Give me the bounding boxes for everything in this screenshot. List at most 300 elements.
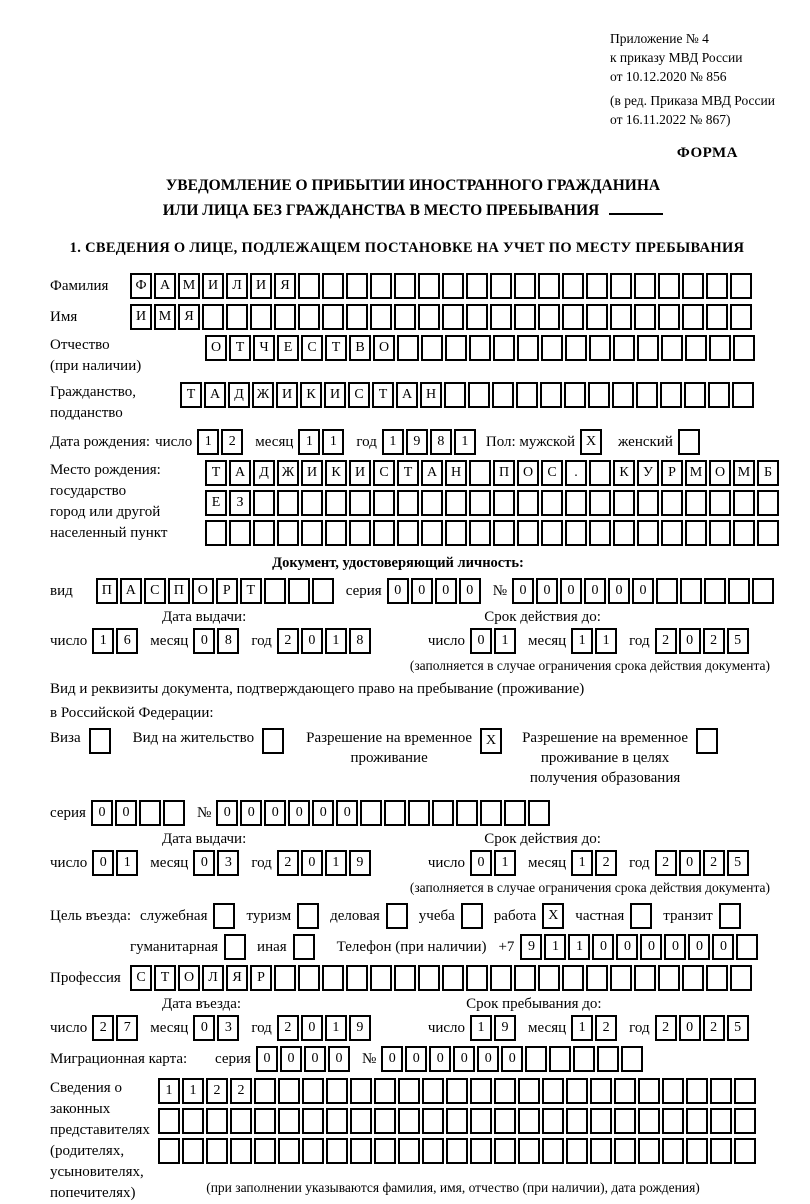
char-cell[interactable]: Е [277,335,299,361]
char-cell[interactable] [349,490,371,516]
char-cell[interactable] [277,520,299,546]
char-cell[interactable] [637,335,659,361]
purpose-official-checkbox[interactable] [213,903,237,929]
sex-female-checkbox[interactable] [678,429,702,455]
char-cell[interactable] [206,1108,228,1134]
char-cell[interactable] [630,903,652,929]
guardians-input-row3[interactable] [158,1138,758,1164]
char-cell[interactable]: 0 [301,1015,323,1041]
char-cell[interactable] [264,578,286,604]
char-cell[interactable] [421,490,443,516]
residence-permit-checkbox[interactable] [262,728,286,754]
temporary-residence-checkbox[interactable] [480,728,504,754]
stay-until-day-input[interactable] [470,1015,518,1041]
char-cell[interactable] [490,273,512,299]
char-cell[interactable] [494,1138,516,1164]
char-cell[interactable]: 8 [430,429,452,455]
char-cell[interactable] [370,304,392,330]
char-cell[interactable]: Ч [253,335,275,361]
char-cell[interactable]: 2 [277,628,299,654]
char-cell[interactable] [685,335,707,361]
char-cell[interactable]: Н [445,460,467,486]
char-cell[interactable] [621,1046,643,1072]
char-cell[interactable] [538,965,560,991]
char-cell[interactable] [384,800,406,826]
char-cell[interactable]: . [565,460,587,486]
char-cell[interactable]: 9 [406,429,428,455]
char-cell[interactable] [540,382,562,408]
char-cell[interactable]: 0 [501,1046,523,1072]
entry-day-input[interactable] [92,1015,140,1041]
char-cell[interactable]: 0 [256,1046,278,1072]
char-cell[interactable] [445,520,467,546]
char-cell[interactable]: К [613,460,635,486]
char-cell[interactable]: 2 [206,1078,228,1104]
char-cell[interactable] [542,1138,564,1164]
char-cell[interactable]: 0 [429,1046,451,1072]
char-cell[interactable] [326,1108,348,1134]
char-cell[interactable]: Я [274,273,296,299]
char-cell[interactable]: 0 [679,850,701,876]
char-cell[interactable] [562,273,584,299]
char-cell[interactable]: О [709,460,731,486]
char-cell[interactable]: 0 [477,1046,499,1072]
char-cell[interactable] [638,1108,660,1134]
char-cell[interactable] [298,304,320,330]
char-cell[interactable] [370,273,392,299]
char-cell[interactable] [661,490,683,516]
char-cell[interactable] [163,800,185,826]
char-cell[interactable] [442,965,464,991]
char-cell[interactable] [710,1138,732,1164]
char-cell[interactable]: X [580,429,602,455]
char-cell[interactable] [709,520,731,546]
char-cell[interactable]: X [480,728,502,754]
char-cell[interactable] [613,490,635,516]
char-cell[interactable] [542,1108,564,1134]
char-cell[interactable]: Т [154,965,176,991]
char-cell[interactable]: 9 [349,1015,371,1041]
char-cell[interactable] [253,520,275,546]
char-cell[interactable] [302,1108,324,1134]
char-cell[interactable]: 2 [655,628,677,654]
profession-input[interactable] [130,965,754,991]
char-cell[interactable] [182,1138,204,1164]
char-cell[interactable]: 0 [584,578,606,604]
char-cell[interactable]: 2 [595,1015,617,1041]
char-cell[interactable]: 0 [688,934,710,960]
char-cell[interactable] [398,1108,420,1134]
char-cell[interactable] [706,273,728,299]
char-cell[interactable]: 6 [116,628,138,654]
char-cell[interactable]: Р [216,578,238,604]
char-cell[interactable] [325,490,347,516]
char-cell[interactable] [610,965,632,991]
char-cell[interactable] [637,490,659,516]
char-cell[interactable] [293,934,315,960]
char-cell[interactable]: 0 [193,628,215,654]
char-cell[interactable]: Р [661,460,683,486]
char-cell[interactable] [518,1078,540,1104]
char-cell[interactable]: 0 [608,578,630,604]
char-cell[interactable] [682,273,704,299]
char-cell[interactable]: 0 [470,850,492,876]
char-cell[interactable]: 0 [679,1015,701,1041]
document-kind-input[interactable] [96,578,336,604]
char-cell[interactable] [422,1078,444,1104]
char-cell[interactable] [516,382,538,408]
char-cell[interactable] [733,520,755,546]
char-cell[interactable]: 2 [703,628,725,654]
char-cell[interactable] [658,273,680,299]
char-cell[interactable]: 2 [277,1015,299,1041]
char-cell[interactable] [662,1108,684,1134]
char-cell[interactable] [466,304,488,330]
char-cell[interactable]: 0 [411,578,433,604]
migration-card-series-input[interactable] [256,1046,352,1072]
char-cell[interactable]: О [192,578,214,604]
char-cell[interactable]: 0 [632,578,654,604]
char-cell[interactable] [446,1108,468,1134]
char-cell[interactable]: 0 [381,1046,403,1072]
purpose-study-checkbox[interactable] [461,903,485,929]
char-cell[interactable]: 1 [182,1078,204,1104]
char-cell[interactable] [408,800,430,826]
char-cell[interactable]: Я [178,304,200,330]
char-cell[interactable] [730,965,752,991]
char-cell[interactable] [706,965,728,991]
char-cell[interactable] [686,1138,708,1164]
char-cell[interactable] [301,520,323,546]
stay-until-year-input[interactable] [655,1015,751,1041]
char-cell[interactable]: И [130,304,152,330]
char-cell[interactable] [230,1138,252,1164]
char-cell[interactable] [466,965,488,991]
char-cell[interactable]: О [373,335,395,361]
char-cell[interactable] [432,800,454,826]
char-cell[interactable]: М [154,304,176,330]
char-cell[interactable]: Т [205,460,227,486]
char-cell[interactable] [566,1108,588,1134]
char-cell[interactable] [610,273,632,299]
birthplace-input-row2[interactable] [205,490,781,516]
char-cell[interactable] [662,1138,684,1164]
char-cell[interactable] [470,1078,492,1104]
char-cell[interactable]: 0 [240,800,262,826]
char-cell[interactable]: 9 [494,1015,516,1041]
resdoc-issue-year-input[interactable] [277,850,373,876]
char-cell[interactable]: Б [757,460,779,486]
resdoc-issue-day-input[interactable] [92,850,140,876]
char-cell[interactable] [418,965,440,991]
patronymic-input[interactable] [205,335,757,361]
char-cell[interactable]: 1 [568,934,590,960]
iddoc-until-year-input[interactable] [655,628,751,654]
resdoc-issue-month-input[interactable] [193,850,241,876]
char-cell[interactable] [514,304,536,330]
char-cell[interactable]: О [178,965,200,991]
char-cell[interactable]: 9 [520,934,542,960]
char-cell[interactable]: 0 [193,1015,215,1041]
char-cell[interactable] [685,490,707,516]
char-cell[interactable] [730,273,752,299]
char-cell[interactable] [490,304,512,330]
char-cell[interactable] [494,1078,516,1104]
char-cell[interactable]: Д [228,382,250,408]
char-cell[interactable] [686,1078,708,1104]
char-cell[interactable] [350,1078,372,1104]
char-cell[interactable]: А [229,460,251,486]
citizenship-input[interactable] [180,382,756,408]
char-cell[interactable] [589,490,611,516]
char-cell[interactable]: А [120,578,142,604]
char-cell[interactable]: 1 [470,1015,492,1041]
char-cell[interactable] [564,382,586,408]
char-cell[interactable]: 0 [301,628,323,654]
char-cell[interactable]: З [229,490,251,516]
char-cell[interactable]: Р [250,965,272,991]
char-cell[interactable] [590,1138,612,1164]
char-cell[interactable] [394,304,416,330]
char-cell[interactable] [213,903,235,929]
char-cell[interactable] [397,335,419,361]
char-cell[interactable] [634,273,656,299]
purpose-business-checkbox[interactable] [386,903,410,929]
char-cell[interactable] [538,304,560,330]
char-cell[interactable] [326,1138,348,1164]
char-cell[interactable] [734,1078,756,1104]
char-cell[interactable]: 7 [116,1015,138,1041]
char-cell[interactable] [229,520,251,546]
char-cell[interactable]: 1 [571,628,593,654]
char-cell[interactable] [613,335,635,361]
char-cell[interactable] [734,1108,756,1134]
char-cell[interactable]: Е [205,490,227,516]
char-cell[interactable]: 1 [197,429,219,455]
char-cell[interactable]: А [154,273,176,299]
char-cell[interactable] [504,800,526,826]
char-cell[interactable] [549,1046,571,1072]
char-cell[interactable] [254,1108,276,1134]
char-cell[interactable] [706,304,728,330]
char-cell[interactable] [312,578,334,604]
char-cell[interactable] [445,490,467,516]
char-cell[interactable] [637,520,659,546]
char-cell[interactable] [696,728,718,754]
char-cell[interactable] [469,460,491,486]
char-cell[interactable]: С [541,460,563,486]
char-cell[interactable] [710,1078,732,1104]
char-cell[interactable] [298,273,320,299]
char-cell[interactable] [262,728,284,754]
stay-until-month-input[interactable] [571,1015,619,1041]
char-cell[interactable]: 0 [592,934,614,960]
char-cell[interactable] [565,335,587,361]
char-cell[interactable] [757,520,779,546]
char-cell[interactable] [224,934,246,960]
visa-checkbox[interactable] [89,728,113,754]
char-cell[interactable]: 0 [712,934,734,960]
char-cell[interactable]: А [204,382,226,408]
char-cell[interactable] [346,273,368,299]
char-cell[interactable]: 2 [595,850,617,876]
char-cell[interactable] [493,490,515,516]
char-cell[interactable] [397,520,419,546]
char-cell[interactable] [588,382,610,408]
char-cell[interactable] [678,429,700,455]
sex-male-checkbox[interactable] [580,429,604,455]
char-cell[interactable] [680,578,702,604]
char-cell[interactable] [158,1108,180,1134]
birth-day-input[interactable] [197,429,245,455]
char-cell[interactable] [610,304,632,330]
temporary-residence-education-checkbox[interactable] [696,728,720,754]
char-cell[interactable] [394,965,416,991]
char-cell[interactable] [350,1138,372,1164]
char-cell[interactable] [322,273,344,299]
char-cell[interactable]: 0 [387,578,409,604]
char-cell[interactable] [541,490,563,516]
resdoc-until-year-input[interactable] [655,850,751,876]
char-cell[interactable]: О [205,335,227,361]
char-cell[interactable] [326,1078,348,1104]
char-cell[interactable]: 1 [494,850,516,876]
char-cell[interactable] [302,1138,324,1164]
char-cell[interactable] [517,520,539,546]
char-cell[interactable]: Т [325,335,347,361]
char-cell[interactable] [350,1108,372,1134]
char-cell[interactable]: С [301,335,323,361]
char-cell[interactable] [518,1108,540,1134]
char-cell[interactable]: 0 [115,800,137,826]
char-cell[interactable]: 1 [382,429,404,455]
guardians-input-row2[interactable] [158,1108,758,1134]
char-cell[interactable] [278,1138,300,1164]
char-cell[interactable] [685,520,707,546]
char-cell[interactable]: 0 [470,628,492,654]
char-cell[interactable] [542,1078,564,1104]
char-cell[interactable] [562,304,584,330]
char-cell[interactable] [250,304,272,330]
char-cell[interactable] [456,800,478,826]
char-cell[interactable] [634,965,656,991]
char-cell[interactable]: У [637,460,659,486]
char-cell[interactable]: 2 [655,850,677,876]
char-cell[interactable] [442,273,464,299]
char-cell[interactable] [658,965,680,991]
char-cell[interactable]: 0 [664,934,686,960]
char-cell[interactable]: 0 [679,628,701,654]
char-cell[interactable]: 0 [301,850,323,876]
char-cell[interactable] [494,1108,516,1134]
char-cell[interactable] [597,1046,619,1072]
guardians-input-row1[interactable] [158,1078,758,1104]
char-cell[interactable] [288,578,310,604]
char-cell[interactable]: 1 [325,1015,347,1041]
char-cell[interactable]: 1 [322,429,344,455]
char-cell[interactable] [421,520,443,546]
char-cell[interactable] [736,934,758,960]
iddoc-until-month-input[interactable] [571,628,619,654]
char-cell[interactable] [636,382,658,408]
char-cell[interactable] [370,965,392,991]
char-cell[interactable]: М [178,273,200,299]
char-cell[interactable] [734,1138,756,1164]
char-cell[interactable]: А [421,460,443,486]
char-cell[interactable]: П [96,578,118,604]
char-cell[interactable] [302,1078,324,1104]
char-cell[interactable]: 2 [703,850,725,876]
char-cell[interactable] [274,304,296,330]
char-cell[interactable] [470,1108,492,1134]
char-cell[interactable] [590,1078,612,1104]
char-cell[interactable] [573,1046,595,1072]
char-cell[interactable]: Я [226,965,248,991]
char-cell[interactable] [638,1078,660,1104]
char-cell[interactable]: С [144,578,166,604]
purpose-work-checkbox[interactable] [542,903,566,929]
char-cell[interactable]: А [396,382,418,408]
char-cell[interactable] [470,1138,492,1164]
char-cell[interactable] [658,304,680,330]
char-cell[interactable]: 2 [230,1078,252,1104]
char-cell[interactable] [278,1078,300,1104]
char-cell[interactable] [206,1138,228,1164]
char-cell[interactable]: 0 [304,1046,326,1072]
char-cell[interactable] [397,490,419,516]
char-cell[interactable] [732,382,754,408]
char-cell[interactable] [710,1108,732,1134]
char-cell[interactable] [445,335,467,361]
char-cell[interactable] [139,800,161,826]
char-cell[interactable] [469,490,491,516]
char-cell[interactable] [733,335,755,361]
char-cell[interactable] [373,490,395,516]
char-cell[interactable]: 0 [312,800,334,826]
char-cell[interactable]: 0 [405,1046,427,1072]
char-cell[interactable]: 0 [328,1046,350,1072]
birthplace-input-row3[interactable] [205,520,781,546]
char-cell[interactable] [614,1138,636,1164]
char-cell[interactable]: С [348,382,370,408]
char-cell[interactable]: И [301,460,323,486]
char-cell[interactable] [562,965,584,991]
char-cell[interactable]: 0 [640,934,662,960]
char-cell[interactable] [386,903,408,929]
char-cell[interactable]: 9 [349,850,371,876]
char-cell[interactable] [442,304,464,330]
char-cell[interactable] [514,273,536,299]
char-cell[interactable] [660,382,682,408]
char-cell[interactable]: 0 [435,578,457,604]
char-cell[interactable] [349,520,371,546]
char-cell[interactable] [541,520,563,546]
char-cell[interactable]: М [733,460,755,486]
char-cell[interactable] [374,1078,396,1104]
char-cell[interactable] [518,1138,540,1164]
char-cell[interactable]: Ф [130,273,152,299]
char-cell[interactable] [461,903,483,929]
char-cell[interactable] [493,335,515,361]
char-cell[interactable] [182,1108,204,1134]
char-cell[interactable] [421,335,443,361]
char-cell[interactable] [730,304,752,330]
char-cell[interactable]: И [324,382,346,408]
char-cell[interactable] [661,520,683,546]
iddoc-issue-year-input[interactable] [277,628,373,654]
char-cell[interactable] [374,1108,396,1134]
char-cell[interactable] [422,1108,444,1134]
